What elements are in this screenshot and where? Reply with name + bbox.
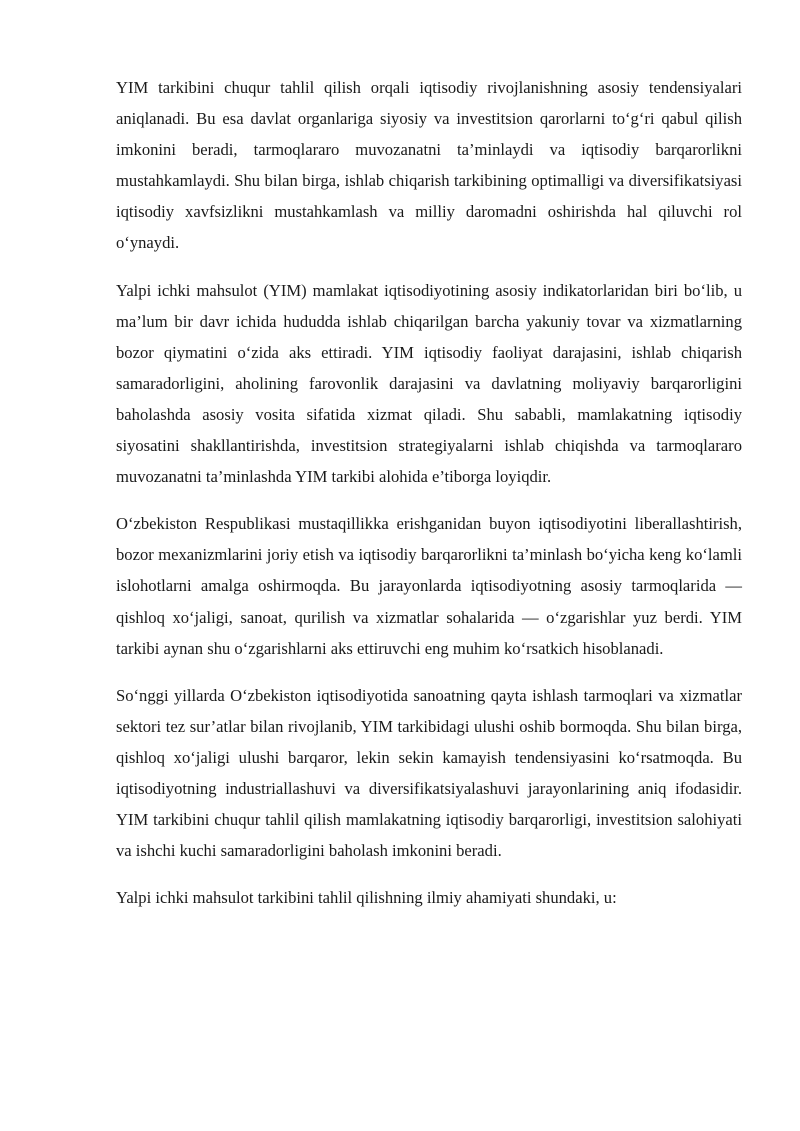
paragraph-scientific-significance: Yalpi ichki mahsulot tarkibini tahlil qilishning ilmiy ahamiyati shundaki, u: [116,888,617,908]
document-page [116,72,742,913]
paragraph-yim-definition: Yalpi ichki mahsulot (YIM) mamlakat iqtisodiyotining asosiy indikatorlaridan biri bo‘lib, u ma’lum bir davr ichida hududda ishlab chiqarilgan barcha yakuniy tovar va xizmatlarning bozor qiymatini o‘zida aks ettiradi. YIM iqtisodiy faoliyat darajasini, ishlab chiqarish samaradorligini, aholining farovonlik darajasini va davlatning moliyaviy barqarorligini baholashda asosiy vosita sifatida xizmat qiladi. Shu sababli, mamlakatning iqtisodiy siyosatini shakllantirishda, investitsion strategiyalarni ishlab chiqishda va tarmoqlararo muvozanatni ta’minlashda YIM tarkibi alohida e’tiborga loyiqdir. [116,280,742,487]
paragraph-uzbekistan-reforms: O‘zbekiston Respublikasi mustaqillikka erishganidan buyon iqtisodiyotini liberallashtirish, bozor mexanizmlarini joriy etish va iqtisodiy barqarorlikni ta’minlash bo‘yicha keng ko‘lamli islohotlarni amalga oshirmoqda. Bu jarayonlarda iqtisodiyotning asosiy tarmoqlarida — qishloq xo‘jaligi, sanoat, qurilish va xizmatlar sohalarida — o‘zgarishlar yuz berdi. YIM tarkibi aynan shu o‘zgarishlarni aks ettiruvchi eng muhim ko‘rsatkich hisoblanadi. [116,514,742,658]
paragraph-yim-analysis: YIM tarkibini chuqur tahlil qilish orqali iqtisodiy rivojlanishning asosiy tendensiyalari aniqlanadi. Bu esa davlat organlariga siyosiy va investitsion qarorlarni to‘g‘ri qabul qilish imkonini beradi, tarmoqlararo muvozanatni ta’minlaydi va iqtisodiy barqarorlikni mustahkamlaydi. Shu bilan birga, ishlab chiqarish tarkibining optimalligi va diversifikatsiyasi iqtisodiy xavfsizlikni mustahkamlash va milliy daromadni oshirishda hal qiluvchi rol o‘ynaydi. [116,78,742,253]
paragraph-recent-trends: So‘nggi yillarda O‘zbekiston iqtisodiyotida sanoatning qayta ishlash tarmoqlari va xizmatlar sektori tez sur’atlar bilan rivojlanib, YIM tarkibidagi ulushi oshib bormoqda. Shu bilan birga, qishloq xo‘jaligi ulushi barqaror, lekin sekin kamayish tendensiyasini ko‘rsatmoqda. Bu iqtisodiyotning industriallashuvi va diversifikatsiyalashuvi jarayonlarining aniq ifodasidir. YIM tarkibini chuqur tahlil qilish mamlakatning iqtisodiy barqarorligi, investitsion salohiyati va ishchi kuchi samaradorligini baholash imkonini beradi. [116,685,742,861]
